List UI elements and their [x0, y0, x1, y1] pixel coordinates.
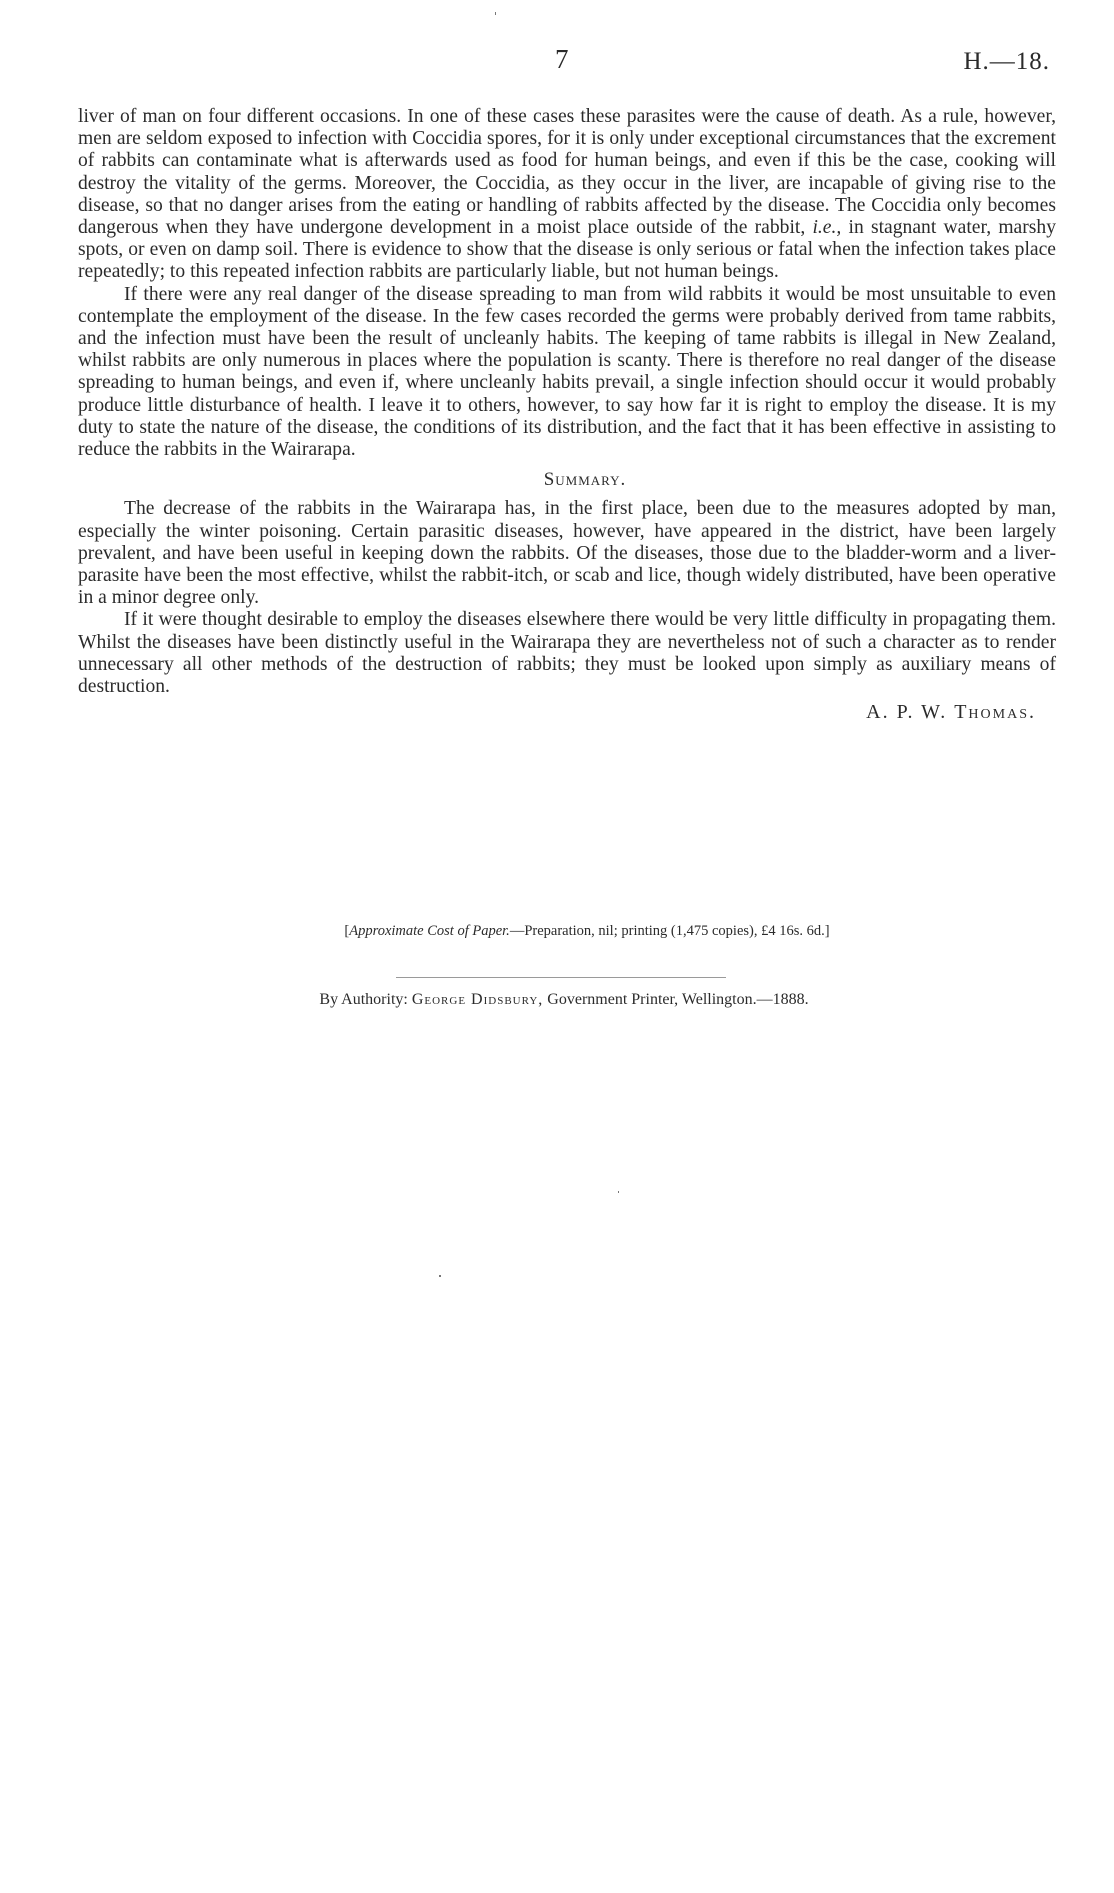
paragraph-danger: If there were any real danger of the disease spreading to man from wild rabbits it would be most unsuitable to even contemplate the employment of the disease. In the few cases recorded the germs were probably derived from tame rabbits, and the infection must have been the result of uncleanly habits. The keeping of tame rabbits is illegal in New Zealand, whilst rabbits are only numerous in places where the population is scanty. There is therefore no real danger of the disease spreading to human beings, and even if, where uncleanly habits prevail, a single infection should occur it would probably produce little disturbance of health. I leave it to others, however, to say how far it is right to employ the disease. It is my duty to state the nature of the disease, the conditions of its distribution, and the fact that it has been effective in assisting to reduce the rabbits in the Wairarapa. — [78, 283, 1056, 461]
imprint-suffix: Government Printer, Wellington.—1888. — [547, 991, 809, 1008]
paragraph-summary-propagation: If it were thought desirable to employ the diseases elsewhere there would be very little difficulty in propagating them. Whilst the diseases have been distinctly useful in the Wairarapa they are nevertheless not of such a character as to render unnecessary all other methods of the destruction of rabbits; they must be looked upon simply as auxiliary means of destruction. — [78, 609, 1056, 698]
page-header — [0, 44, 1114, 84]
page-number: 7 — [555, 44, 569, 74]
divider-rule — [396, 977, 726, 978]
document-code: H.—18. — [963, 48, 1050, 75]
paragraph-summary-decrease: The decrease of the rabbits in the Wairarapa has, in the first place, been due to the measures adopted by man, especially the winter poisoning. Certain parasitic diseases, however, have appeared in the district, have been largely prevalent, and have been useful in keeping down the rabbits. Of the diseases, those due to the bladder-worm and a liver-parasite have been the most effective, whilst the rabbit-itch, or scab and lice, though widely distributed, have been operative in a minor degree only. — [78, 498, 1056, 609]
paragraph-1-text: liver of man on four different occasions. In one of these cases these parasites were the cause of death. As a rule, however, men are seldom exposed to infection with Coccidia spores, for it is only under exceptional circumstances that the excrement of rabbits can contaminate what is afterwards used as food for human beings, and even if this be the case, cooking will destroy the vitality of the germs. Moreover, the Coccidia, as they occur in the liver, are incapable of giving rise to the disease, so that no danger arises from the eating or handling of rabbits affected by the disease. The Coccidia only becomes dangerous when they have undergone development in a moist place outside of the rabbit, — [78, 106, 1056, 239]
printer-imprint — [0, 991, 1114, 1009]
paper-speck — [618, 1191, 619, 1193]
ie-abbreviation: i.e., — [812, 217, 842, 239]
author-signature — [78, 701, 1056, 723]
cost-note-text: —Preparation, nil; printing (1,475 copies), £4 16s. 6d.] — [509, 923, 830, 939]
paper-speck — [495, 12, 496, 15]
summary-heading: Summary. — [543, 469, 627, 491]
cost-of-paper-note — [0, 923, 1114, 940]
imprint-prefix: By Authority: — [319, 991, 408, 1008]
paragraph-1-rest: in stagnant water, marshy spots, or even on damp soil. There is evidence to show that the disease is only serious or fatal when the infection takes place repeatedly; to this repeated infection rabbits are particularly liable, but not human beings. — [78, 217, 1057, 283]
body-text — [78, 106, 1056, 723]
author-surname: Thomas. — [954, 701, 1036, 724]
imprint-printer-name: George Didsbury, — [411, 991, 544, 1008]
cost-note-label: Approximate Cost of Paper. — [349, 923, 510, 939]
paragraph-continuation — [78, 106, 1056, 284]
cost-note-open-bracket: [ — [344, 923, 350, 939]
author-initials: A. P. W. — [866, 701, 948, 724]
paper-speck — [439, 1275, 441, 1277]
